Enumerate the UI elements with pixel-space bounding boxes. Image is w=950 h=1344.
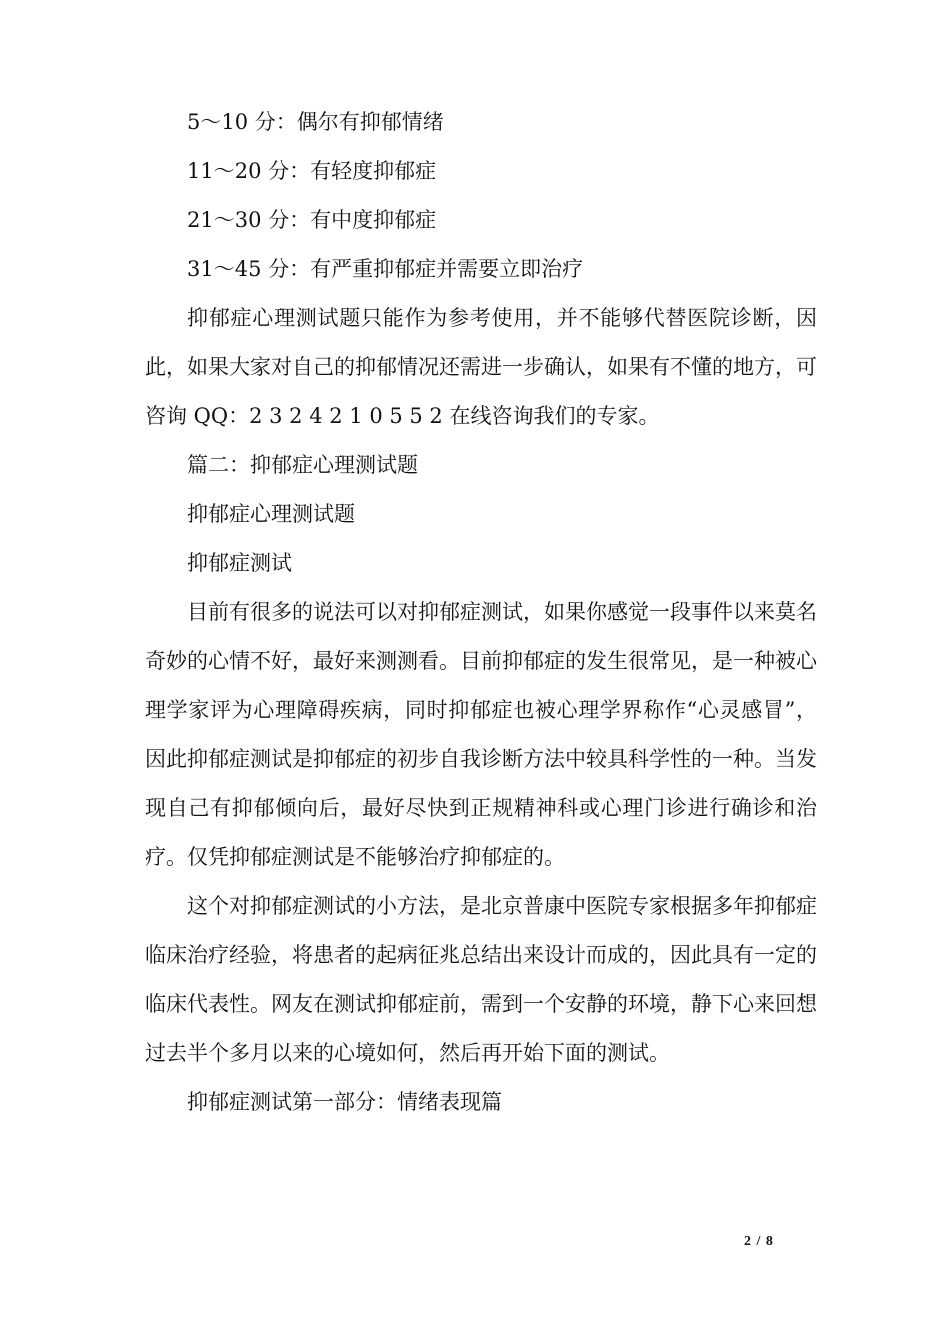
document-body bbox=[145, 98, 817, 1127]
score-range-4: 31～45 分：有严重抑郁症并需要立即治疗 bbox=[187, 257, 584, 281]
page-number: 2 / 8 bbox=[744, 1234, 774, 1249]
score-range-1: 5～10 分：偶尔有抑郁情绪 bbox=[187, 110, 444, 134]
part-one-heading: 抑郁症测试第一部分：情绪表现篇 bbox=[187, 1090, 502, 1114]
test-title: 抑郁症测试 bbox=[187, 551, 292, 575]
disclaimer-paragraph: 抑郁症心理测试题只能作为参考使用，并不能够代替医院诊断，因此，如果大家对自己的抑郁情况还需进一步确认，如果有不懂的地方，可咨询 QQ：2 3 2 4 2 1 0 5 5 2 在线咨询我们的专家。 bbox=[145, 306, 817, 428]
score-range-3: 21～30 分：有中度抑郁症 bbox=[187, 208, 437, 232]
section-subtitle: 抑郁症心理测试题 bbox=[187, 502, 355, 526]
intro-paragraph: 目前有很多的说法可以对抑郁症测试，如果你感觉一段事件以来莫名奇妙的心情不好，最好来测测看。目前抑郁症的发生很常见，是一种被心理学家评为心理障碍疾病，同时抑郁症也被心理学界称作“心灵感冒”，因此抑郁症测试是抑郁症的初步自我诊断方法中较具科学性的一种。当发现自己有抑郁倾向后，最好尽快到正规精神科或心理门诊进行确诊和治疗。仅凭抑郁症测试是不能够治疗抑郁症的。 bbox=[145, 600, 817, 869]
method-paragraph: 这个对抑郁症测试的小方法，是北京普康中医院专家根据多年抑郁症临床治疗经验，将患者的起病征兆总结出来设计而成的，因此具有一定的临床代表性。网友在测试抑郁症前，需到一个安静的环境，静下心来回想过去半个多月以来的心境如何，然后再开始下面的测试。 bbox=[145, 894, 817, 1065]
score-range-2: 11～20 分：有轻度抑郁症 bbox=[187, 159, 437, 183]
section-heading: 篇二：抑郁症心理测试题 bbox=[187, 453, 418, 477]
